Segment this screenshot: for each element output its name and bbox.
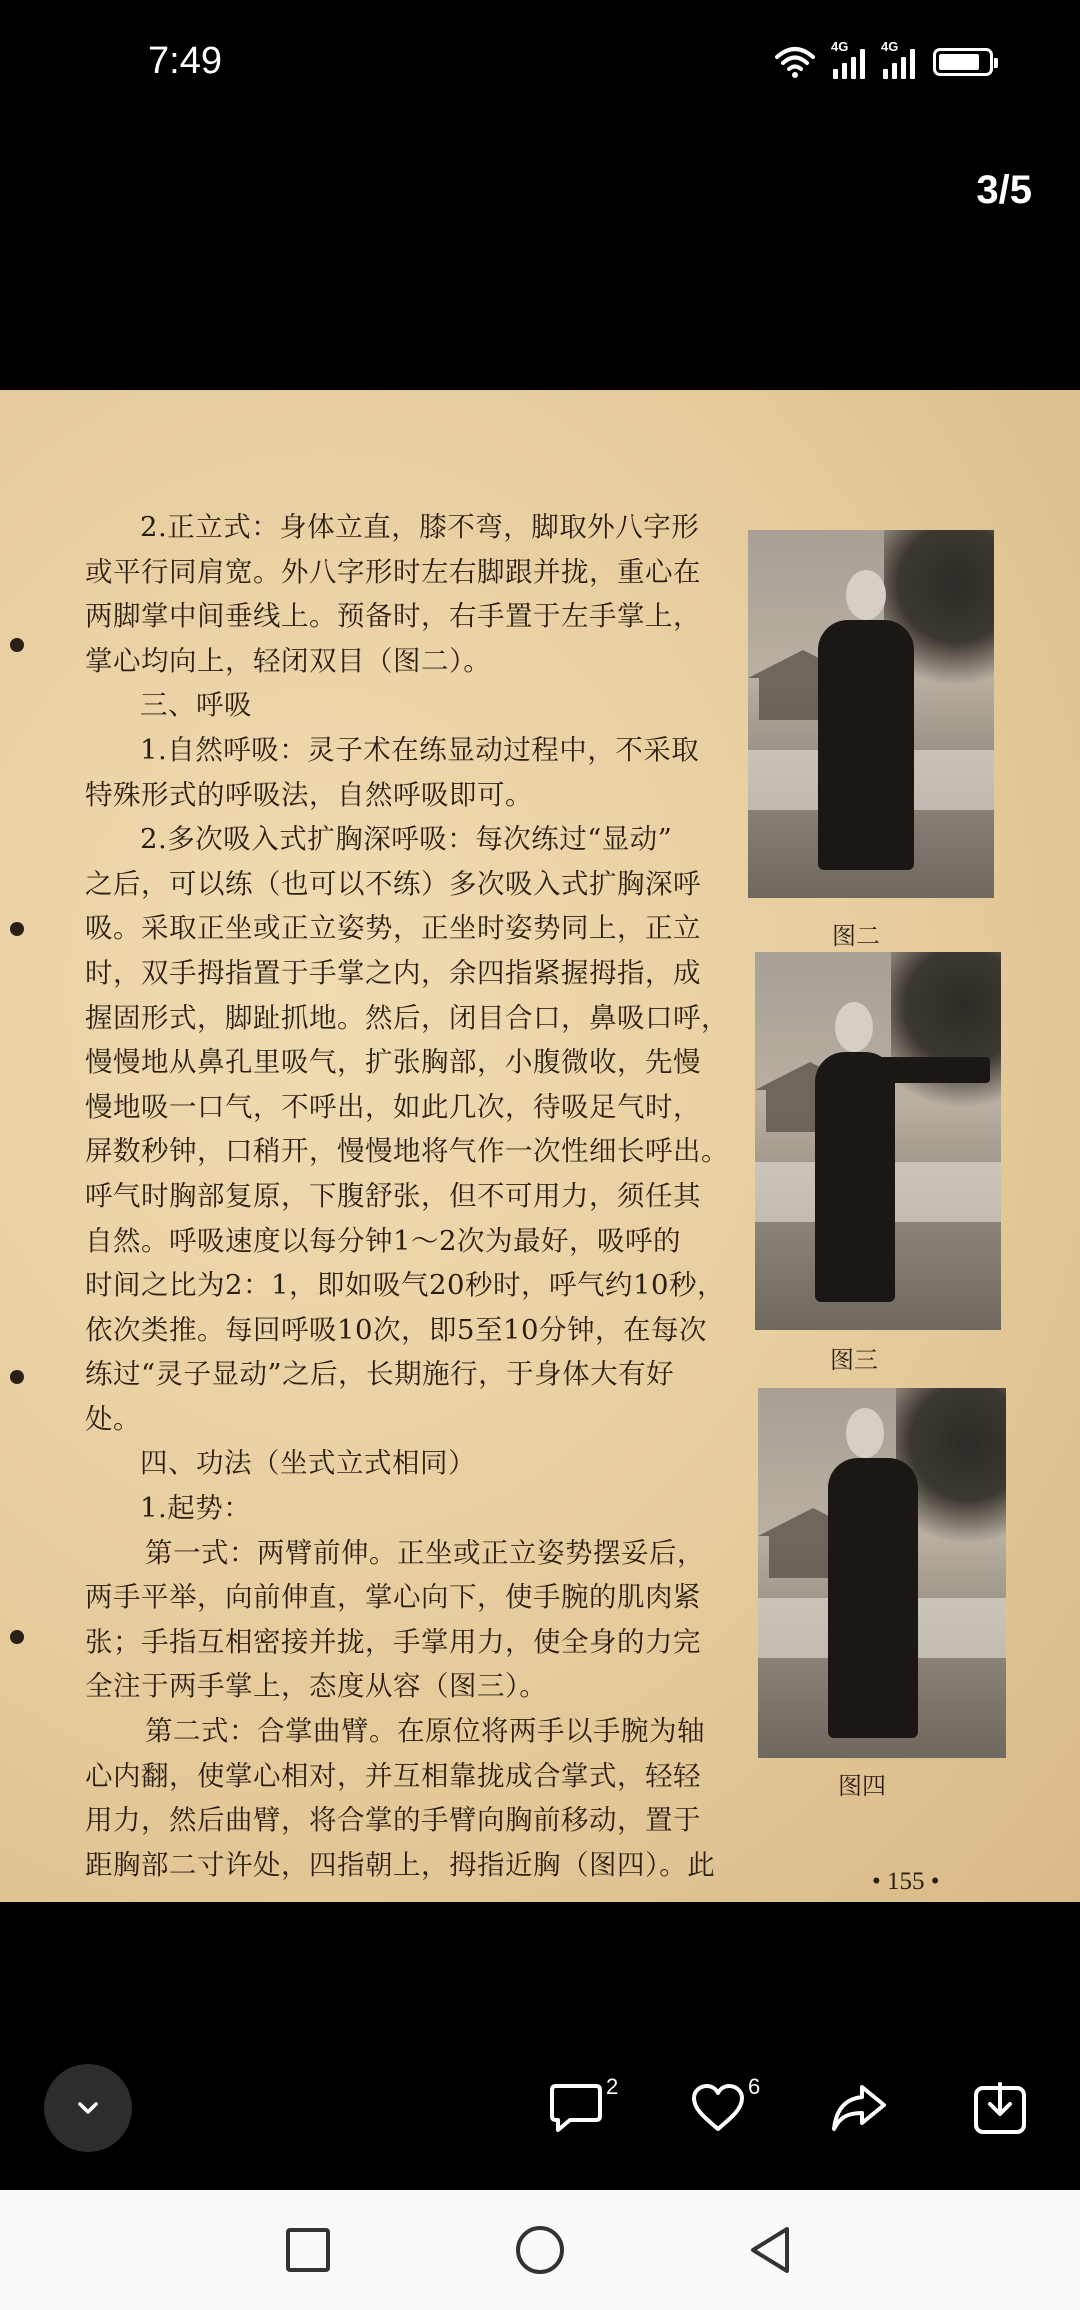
text-line: 2.正立式：身体立直，膝不弯，脚取外八字形: [140, 511, 700, 543]
signal-label: 4G: [881, 39, 899, 54]
text-line: 第一式：两臂前伸。正坐或正立姿势摆妥后，: [145, 1536, 705, 1569]
figure-caption: 图四: [838, 1772, 886, 1800]
share-button[interactable]: [830, 2080, 888, 2136]
system-nav-bar: [0, 2190, 1080, 2310]
text-line: 2.多次吸入式扩胸深呼吸：每次练过“显动”: [140, 823, 673, 856]
text-line: 练过“灵子显动”之后，长期施行，于身体大有好: [85, 1358, 675, 1391]
text-line: 特殊形式的呼吸法，自然呼吸即可。: [85, 778, 533, 811]
text-line: 或平行同肩宽。外八字形时左右脚跟并拢，重心在: [85, 555, 701, 588]
heart-icon: [690, 2083, 746, 2133]
cellular-signal-icon: [881, 39, 915, 79]
circle-icon: [514, 2224, 566, 2276]
signal-label: 4G: [831, 39, 849, 54]
wifi-icon: [775, 45, 815, 79]
figure-photo: [758, 1388, 1006, 1758]
text-line: 时间之比为2：1，即如吸气20秒时，呼气约10秒，: [85, 1269, 725, 1302]
text-line: 第二式：合掌曲臂。在原位将两手以手腕为轴: [145, 1715, 705, 1748]
text-line: 慢地吸一口气，不呼出，如此几次，待吸足气时，: [85, 1090, 701, 1123]
status-time: 7:49: [148, 40, 222, 82]
text-line: 1.自然呼吸：灵子术在练显动过程中，不采取: [140, 733, 700, 766]
text-line: 张；手指互相密接并拢，手掌用力，使全身的力完: [85, 1625, 701, 1658]
text-line: 之后，可以练（也可以不练）多次吸入式扩胸深呼: [85, 867, 701, 900]
page-blemish: [10, 638, 24, 652]
comment-button[interactable]: [548, 2074, 619, 2136]
text-line: 两脚掌中间垂线上。预备时，右手置于左手掌上，: [85, 600, 701, 633]
comment-icon: [548, 2082, 604, 2134]
figure-photo: [748, 530, 994, 898]
text-line: 1.起势：: [140, 1492, 252, 1525]
text-line: 依次类推。每回呼吸10次，即5至10分钟，在每次: [85, 1313, 707, 1346]
text-line: 屏数秒钟，口稍开，慢慢地将气作一次性细长呼出。: [85, 1135, 729, 1168]
text-line: 心内翻，使掌心相对，并互相靠拢成合掌式，轻轻: [85, 1759, 701, 1792]
share-icon: [830, 2083, 888, 2133]
page-blemish: [10, 1630, 24, 1644]
figure-caption: 图三: [830, 1346, 878, 1374]
text-line: 掌心均向上，轻闭双目（图二）。: [85, 644, 492, 677]
square-icon: [285, 2227, 331, 2273]
text-line: 两手平举，向前伸直，掌心向下，使手腕的肌肉紧: [85, 1581, 701, 1614]
like-count: 6: [748, 2074, 761, 2099]
page-text: [85, 505, 735, 1887]
text-line: 呼气时胸部复原，下腹舒张，但不可用力，须任其: [85, 1179, 701, 1212]
text-line: 处。: [85, 1402, 141, 1435]
section-heading: 三、呼吸: [140, 689, 252, 722]
like-button[interactable]: [690, 2074, 761, 2136]
text-line: 吸。采取正坐或正立姿势，正坐时姿势同上，正立: [85, 912, 701, 945]
page-number: • 155 •: [872, 1868, 940, 1895]
comment-count: 2: [606, 2074, 619, 2099]
collapse-button[interactable]: [44, 2064, 132, 2152]
page-blemish: [10, 922, 24, 936]
download-icon: [972, 2080, 1028, 2136]
text-line: 用力，然后曲臂，将合掌的手臂向胸前移动，置于: [85, 1804, 701, 1837]
recents-button[interactable]: [280, 2222, 336, 2278]
section-heading: 四、功法（坐式立式相同）: [140, 1447, 476, 1480]
figure-caption: 图二: [832, 922, 880, 950]
text-line: 慢慢地从鼻孔里吸气，扩张胸部，小腹微收，先慢: [85, 1046, 701, 1079]
page-blemish: [10, 1370, 24, 1384]
triangle-back-icon: [747, 2225, 793, 2275]
text-line: 距胸部二寸许处，四指朝上，拇指近胸（图四）。此: [85, 1848, 716, 1881]
battery-charging-icon: [933, 48, 993, 76]
text-line: 自然。呼吸速度以每分钟1～2次为最好，吸呼的: [85, 1224, 681, 1257]
text-line: 时，双手拇指置于手掌之内，余四指紧握拇指，成: [85, 956, 701, 989]
text-line: 全注于两手掌上，态度从容（图三）。: [85, 1670, 548, 1703]
page-counter: 3/5: [976, 168, 1032, 212]
scanned-page-image[interactable]: [0, 390, 1080, 1902]
chevron-down-icon: [72, 2098, 104, 2118]
figure-photo: [755, 952, 1001, 1330]
text-line: 握固形式，脚趾抓地。然后，闭目合口，鼻吸口呼，: [85, 1001, 729, 1034]
cellular-signal-icon: [831, 39, 865, 79]
download-button[interactable]: [972, 2080, 1028, 2136]
home-button[interactable]: [512, 2222, 568, 2278]
status-icons: [775, 40, 993, 84]
back-button[interactable]: [742, 2222, 798, 2278]
